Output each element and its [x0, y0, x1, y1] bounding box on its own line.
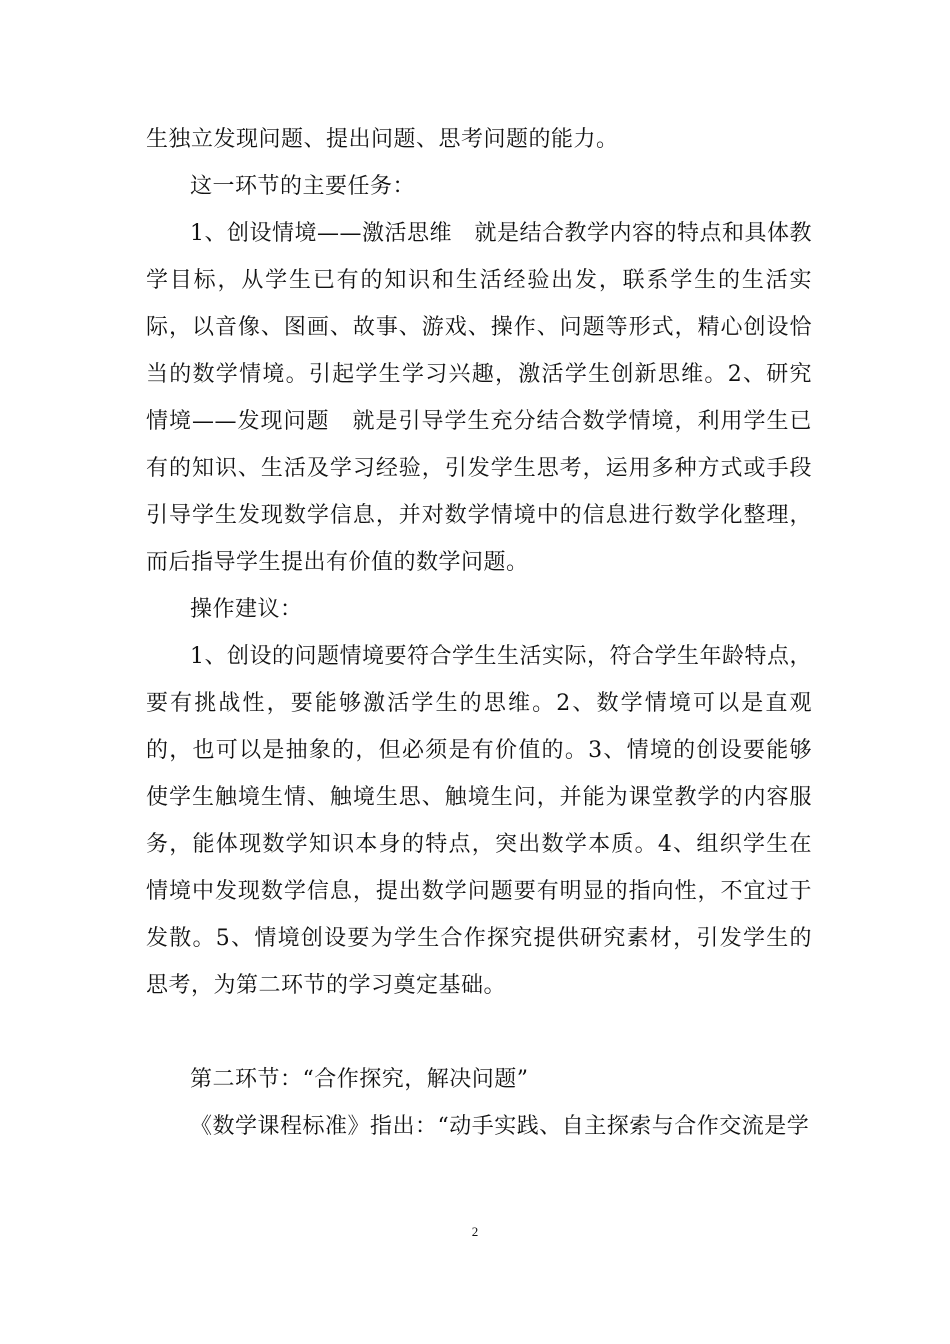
paragraph-operation-suggestions-heading: 操作建议： — [190, 597, 303, 622]
paragraph-main-tasks-heading: 这一环节的主要任务： — [190, 174, 416, 199]
paragraph-operation-suggestions: 1、创设的问题情境要符合学生生活实际，符合学生年龄特点，要有挑战性，要能够激活学生的思维。2、数学情境可以是直观的，也可以是抽象的，但必须是有价值的。3、情境的创设要能够使学生触境生情、触境生思、触境生问，并能为课堂教学的内容服务，能体现数学知识本身的特点，突出数学本质。4、组织学生在情境中发现数学信息，提出数学问题要有明显的指向性，不宜过于发散。5、情境创设要为学生合作探究提供研究素材，引发学生的思考，为第二环节的学习奠定基础。 — [146, 644, 812, 998]
section-heading-second-stage: 第二环节：“合作探究，解决问题” — [190, 1067, 529, 1092]
document-body — [146, 116, 812, 1150]
paragraph-spacer — [146, 1009, 812, 1056]
paragraph-continuation: 生独立发现问题、提出问题、思考问题的能力。 — [146, 127, 619, 152]
page-number: 2 — [471, 1224, 479, 1239]
paragraph-curriculum-standard: 《数学课程标准》指出：“动手实践、自主探索与合作交流是学 — [190, 1114, 810, 1139]
paragraph-create-situation: 1、创设情境——激活思维 就是结合教学内容的特点和具体教学目标，从学生已有的知识和生活经验出发，联系学生的生活实际，以音像、图画、故事、游戏、操作、问题等形式，精心创设恰当的数学情境。引起学生学习兴趣，激活学生创新思维。2、研究情境——发现问题 就是引导学生充分结合数学情境，利用学生已有的知识、生活及学习经验，引发学生思考，运用多种方式或手段引导学生发现数学信息，并对数学情境中的信息进行数学化整理，而后指导学生提出有价值的数学问题。 — [146, 221, 812, 575]
